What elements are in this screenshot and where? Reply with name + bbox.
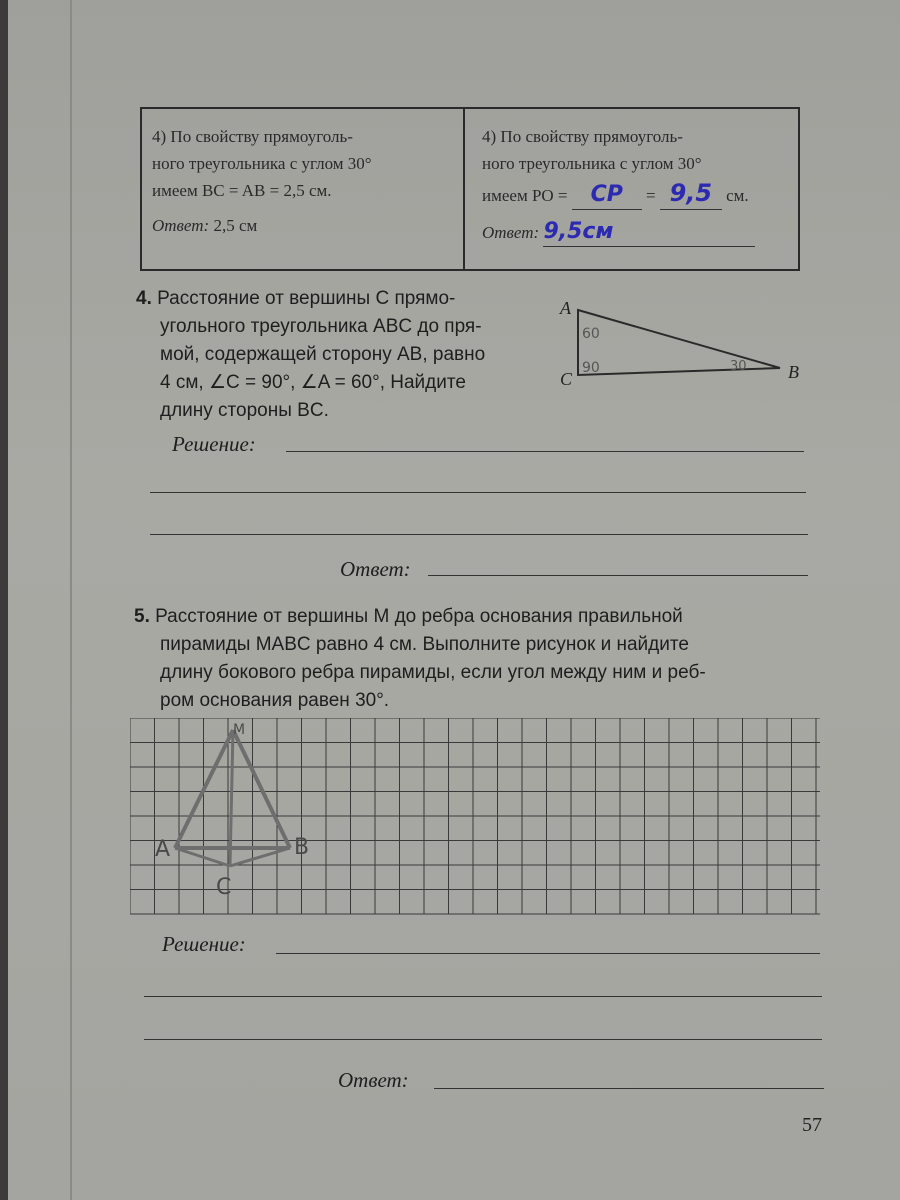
page-fold [70, 0, 72, 1200]
task-5-line-1 [134, 603, 824, 631]
label-a: A [560, 298, 571, 318]
label-c: C [560, 369, 573, 389]
left-answer [152, 212, 457, 239]
task-4-triangle-figure [550, 290, 820, 390]
task-4-answer-label: Ответ: [340, 557, 411, 581]
pyramid-label-a: A [155, 837, 171, 862]
grid-area [130, 718, 830, 918]
task-5-line-4: ром основания равен 30°. [160, 690, 390, 711]
edge-bc [230, 848, 290, 866]
task-4-text [136, 285, 556, 425]
task-4-line-3: мой, содержащей сторону AB, равно [160, 344, 486, 365]
task-4-answer-line [428, 575, 808, 576]
right-answer-label: Ответ: [482, 223, 540, 242]
task-4-solution-line-3 [150, 534, 808, 535]
right-answer [482, 218, 792, 247]
task-5-line-1-text: Расстояние от вершины M до ребра основания правильной [155, 606, 683, 627]
task-4-line-5: длину стороны BC. [160, 400, 329, 421]
angle-b-note: 30 [730, 359, 747, 374]
edge-mb [233, 730, 290, 848]
table-divider [463, 109, 465, 269]
right-cell [482, 123, 792, 247]
handwritten-answer: 9,5см [543, 219, 614, 244]
task-4-solution-line-1 [286, 451, 804, 452]
blank-value [660, 180, 722, 210]
handwritten-value: 9,5 [669, 179, 713, 207]
task-4-line-1 [136, 285, 556, 313]
left-line-3: имеем BC = AB = 2,5 см. [152, 181, 332, 200]
left-line-1: 4) По свойству прямоуголь- [152, 127, 353, 146]
task-5-line-2: пирамиды MABC равно 4 см. Выполните рисунок и найдите [160, 634, 689, 655]
edge-ac [175, 848, 230, 866]
page-number: 57 [802, 1114, 822, 1136]
right-line-3-prefix: имеем PO = [482, 186, 568, 205]
right-line-3 [482, 180, 792, 210]
task-4-line-4: 4 см, ∠C = 90°, ∠A = 60°, Найдите [160, 372, 466, 393]
left-line-2: ного треугольника с углом 30° [152, 154, 372, 173]
task-5-number: 5. [134, 606, 150, 627]
right-line-2: ного треугольника с углом 30° [482, 154, 702, 173]
blank-cp [572, 181, 642, 210]
task-5-answer-label: Ответ: [338, 1068, 409, 1092]
right-equals: = [646, 186, 656, 205]
task-4-line-2: угольного треугольника ABC до пря- [160, 316, 482, 337]
pyramid-label-m: M [233, 722, 246, 738]
answer-table [140, 107, 800, 271]
left-answer-value: 2,5 см [213, 216, 258, 235]
task-5-solution-line-2 [144, 996, 822, 997]
task-5-answer-line [434, 1088, 824, 1089]
pyramid-label-c: C [216, 875, 232, 900]
pyramid-drawing [155, 722, 309, 900]
right-answer-blank [543, 218, 755, 247]
right-unit: см. [726, 186, 749, 205]
left-answer-label: Ответ: [152, 216, 210, 235]
left-cell [152, 123, 457, 239]
right-line-1: 4) По свойству прямоуголь- [482, 127, 683, 146]
task-5-solution-line-3 [144, 1039, 822, 1040]
angle-c-note: 90 [582, 360, 600, 376]
task-5-text [134, 603, 824, 715]
task-4-solution-line-2 [150, 492, 806, 493]
task-4-line-1-text: Расстояние от вершины C прямо- [157, 288, 456, 309]
task-5-line-3: длину бокового ребра пирамиды, если угол между ним и реб- [160, 662, 706, 683]
angle-a-note: 60 [582, 326, 600, 342]
edge-mc [230, 730, 233, 866]
handwritten-cp: CP [590, 182, 623, 207]
task-4-solution-label: Решение: [172, 432, 256, 456]
task-5-solution-label: Решение: [162, 932, 246, 956]
triangle-abc [578, 310, 780, 375]
label-b: B [788, 362, 799, 382]
task-5-solution-line-1 [276, 953, 820, 954]
pyramid-label-b: B [294, 835, 310, 860]
task-4-number: 4. [136, 288, 152, 309]
